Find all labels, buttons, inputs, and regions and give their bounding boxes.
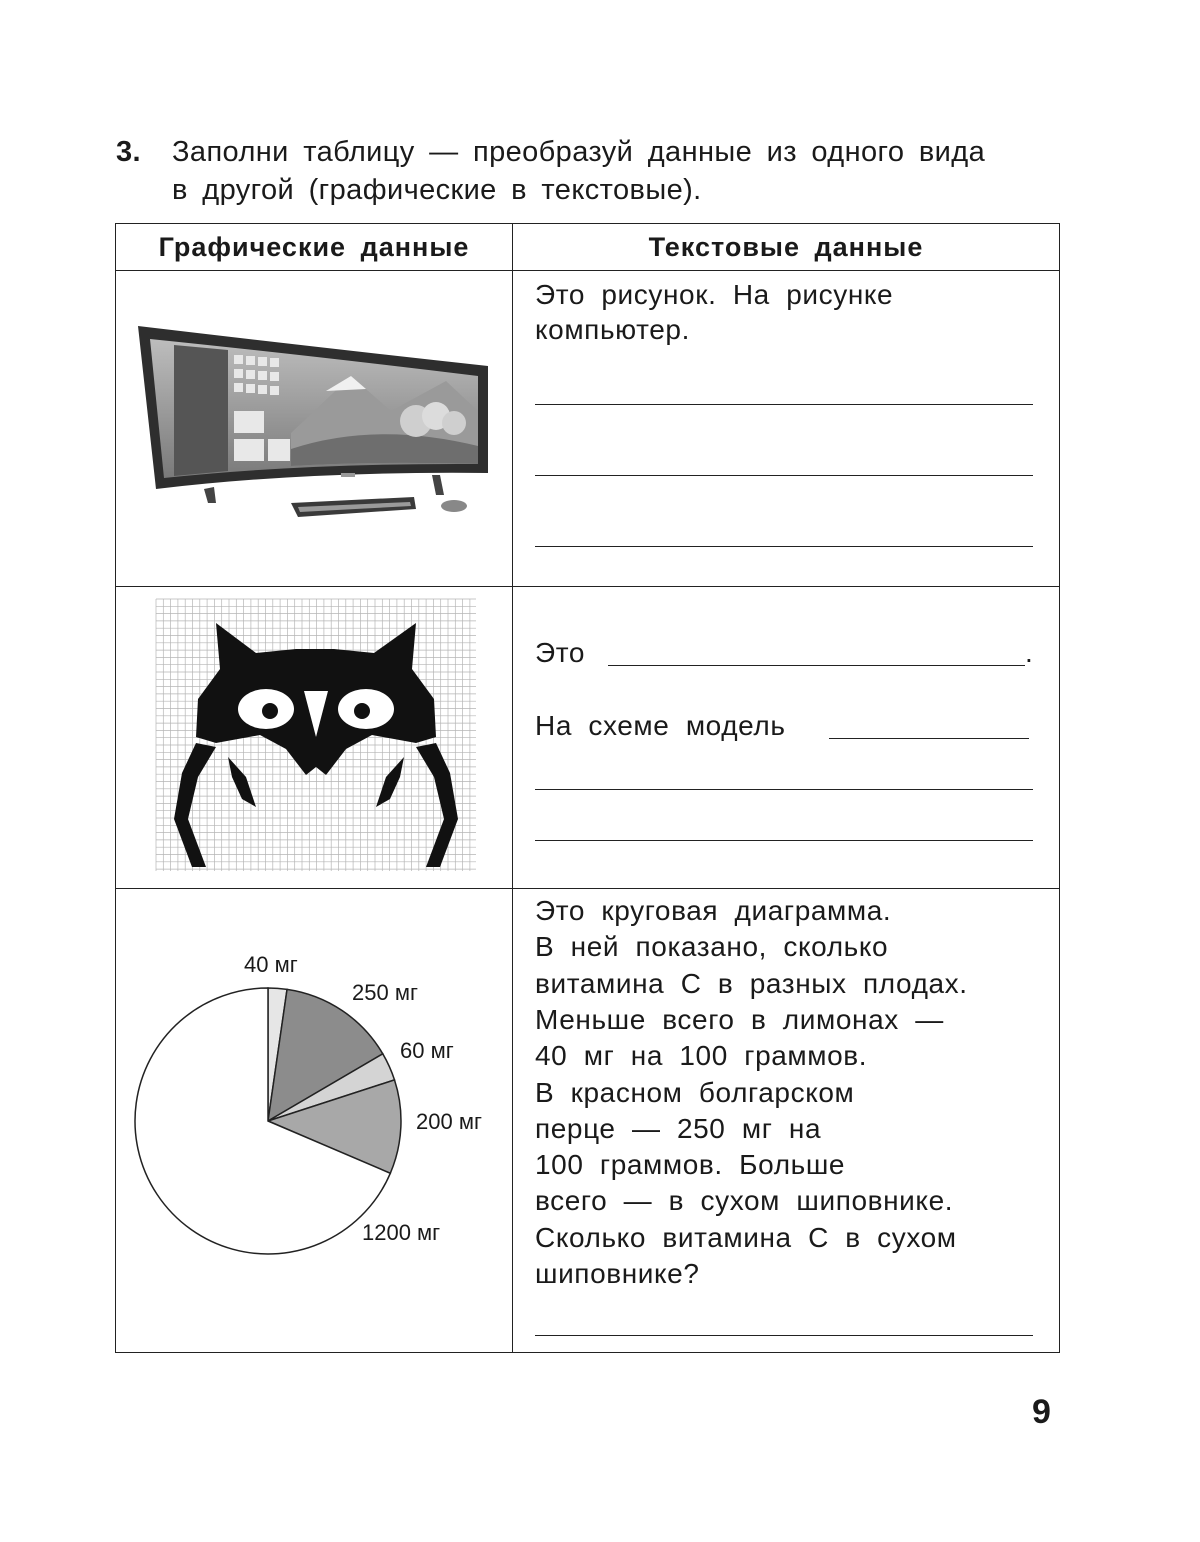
- text-line: Сколько витамина С в сухом: [535, 1221, 957, 1253]
- owl-grid-picture: [116, 587, 511, 883]
- text-line: перце — 250 мг на: [535, 1112, 822, 1144]
- pie-slice-label: 250 мг: [352, 980, 418, 1005]
- computer-picture-cell: [116, 271, 513, 587]
- pie-text-cell: [513, 889, 1060, 1353]
- text-line: В красном болгарском: [535, 1076, 855, 1108]
- owl-picture-cell: [116, 587, 513, 889]
- answer-line[interactable]: [535, 404, 1033, 405]
- header-graphic: Графические данные: [116, 224, 513, 271]
- answer-line[interactable]: [535, 789, 1033, 790]
- text-line: Это круговая диаграмма.: [535, 895, 892, 926]
- text-line: шиповнике?: [535, 1258, 700, 1289]
- pie-slice-label: 1200 мг: [362, 1220, 441, 1245]
- text-line: витамина С в разных плодах.: [535, 967, 968, 999]
- answer-line[interactable]: [535, 1335, 1033, 1336]
- text-line: Это: [535, 637, 586, 668]
- text-line: 100 граммов. Больше: [535, 1149, 846, 1181]
- task-text-line1: Заполни таблицу — преобразуй данные из одного вида: [172, 136, 986, 168]
- pie-slice-label: 40 мг: [244, 952, 298, 977]
- conversion-table: [115, 223, 1060, 1353]
- header-text: Текстовые данные: [513, 224, 1060, 271]
- text-line: Меньше всего в лимонах —: [535, 1003, 944, 1035]
- owl-text-cell: [513, 587, 1060, 889]
- text-line: всего — в сухом шиповнике.: [535, 1185, 954, 1217]
- pie-chart: [116, 889, 511, 1347]
- text-line: В ней показано, сколько: [535, 931, 889, 963]
- page-number: 9: [1032, 1393, 1051, 1431]
- answer-line[interactable]: [535, 840, 1033, 841]
- pie-slice-label: 60 мг: [400, 1038, 454, 1063]
- task-number: 3.: [116, 136, 141, 168]
- text-line: 40 мг на 100 граммов.: [535, 1040, 868, 1072]
- answer-line[interactable]: [535, 475, 1033, 476]
- text-line: Это рисунок. На рисунке: [535, 279, 894, 310]
- computer-picture: [116, 271, 511, 581]
- computer-text-cell: [513, 271, 1060, 587]
- pie-chart-cell: [116, 889, 513, 1353]
- pie-slice-label: 200 мг: [416, 1109, 482, 1134]
- answer-line[interactable]: [608, 665, 1025, 666]
- task-text-line2: в другой (графические в текстовые).: [172, 174, 702, 206]
- text-period: .: [1025, 637, 1034, 668]
- answer-line[interactable]: [535, 546, 1033, 547]
- text-line: компьютер.: [535, 314, 690, 345]
- text-line: На схеме модель: [535, 710, 786, 741]
- answer-line[interactable]: [829, 738, 1029, 739]
